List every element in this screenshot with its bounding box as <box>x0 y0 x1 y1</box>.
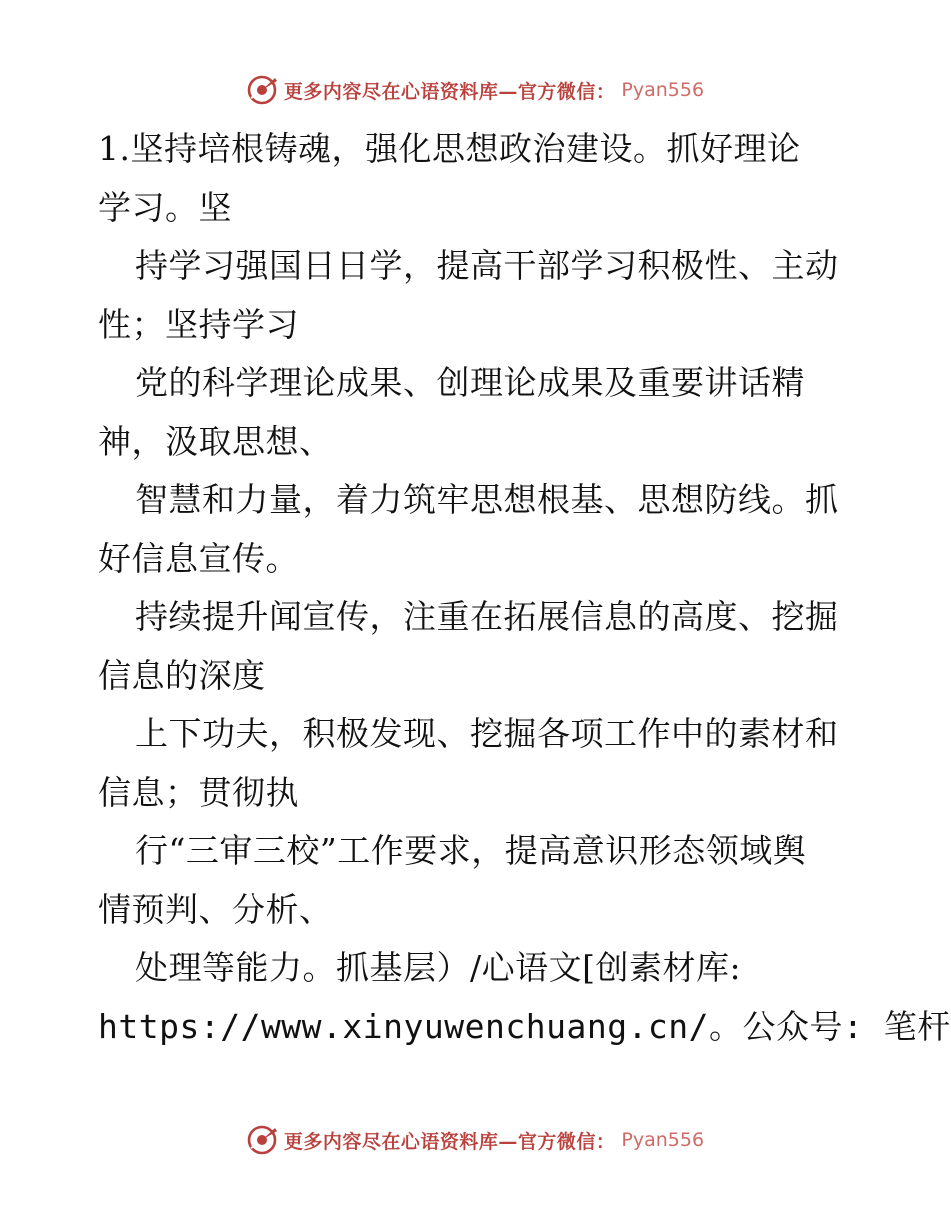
pen-logo-icon <box>246 74 278 106</box>
text-line: 神，汲取思想、 <box>98 421 333 461</box>
text-line: 性；坚持学习 <box>98 304 299 344</box>
text-line: 信息；贯彻执 <box>98 772 299 812</box>
text-line: 1.坚持培根铸魂，强化思想政治建设。抓好理论 <box>98 129 801 168</box>
url-text-line: https://www.xinyuwenchuang.cn/。公众号: 笔杆 <box>98 1006 951 1046</box>
pen-logo-icon <box>246 1124 278 1156</box>
header-watermark <box>0 70 950 110</box>
text-line: 持续提升闻宣传，注重在拓展信息的高度、挖掘 <box>135 597 839 636</box>
watermark-wechat-id: Pyan556 <box>621 79 705 101</box>
footer-watermark <box>0 1120 950 1160</box>
document-body <box>98 120 951 1056</box>
text-line: 持学习强国日日学，提高干部学习积极性、主动 <box>135 246 839 285</box>
watermark-text: 更多内容尽在心语资料库—官方微信： <box>283 1130 616 1153</box>
text-line: 情预判、分析、 <box>98 889 333 929</box>
text-line: 党的科学理论成果、创理论成果及重要讲话精 <box>135 363 805 402</box>
text-line: 处理等能力。抓基层）/心语文[创素材库: <box>135 948 742 987</box>
watermark-wechat-id: Pyan556 <box>621 1129 705 1151</box>
text-line: 信息的深度 <box>98 655 266 695</box>
text-line: 学习。坚 <box>98 187 232 227</box>
watermark-text: 更多内容尽在心语资料库—官方微信： <box>283 80 616 103</box>
text-line: 好信息宣传。 <box>98 538 299 578</box>
text-line: 行“三审三校”工作要求，提高意识形态领域舆 <box>135 831 807 870</box>
text-line: 上下功夫，积极发现、挖掘各项工作中的素材和 <box>135 714 839 753</box>
text-line: 智慧和力量，着力筑牢思想根基、思想防线。抓 <box>135 480 839 519</box>
